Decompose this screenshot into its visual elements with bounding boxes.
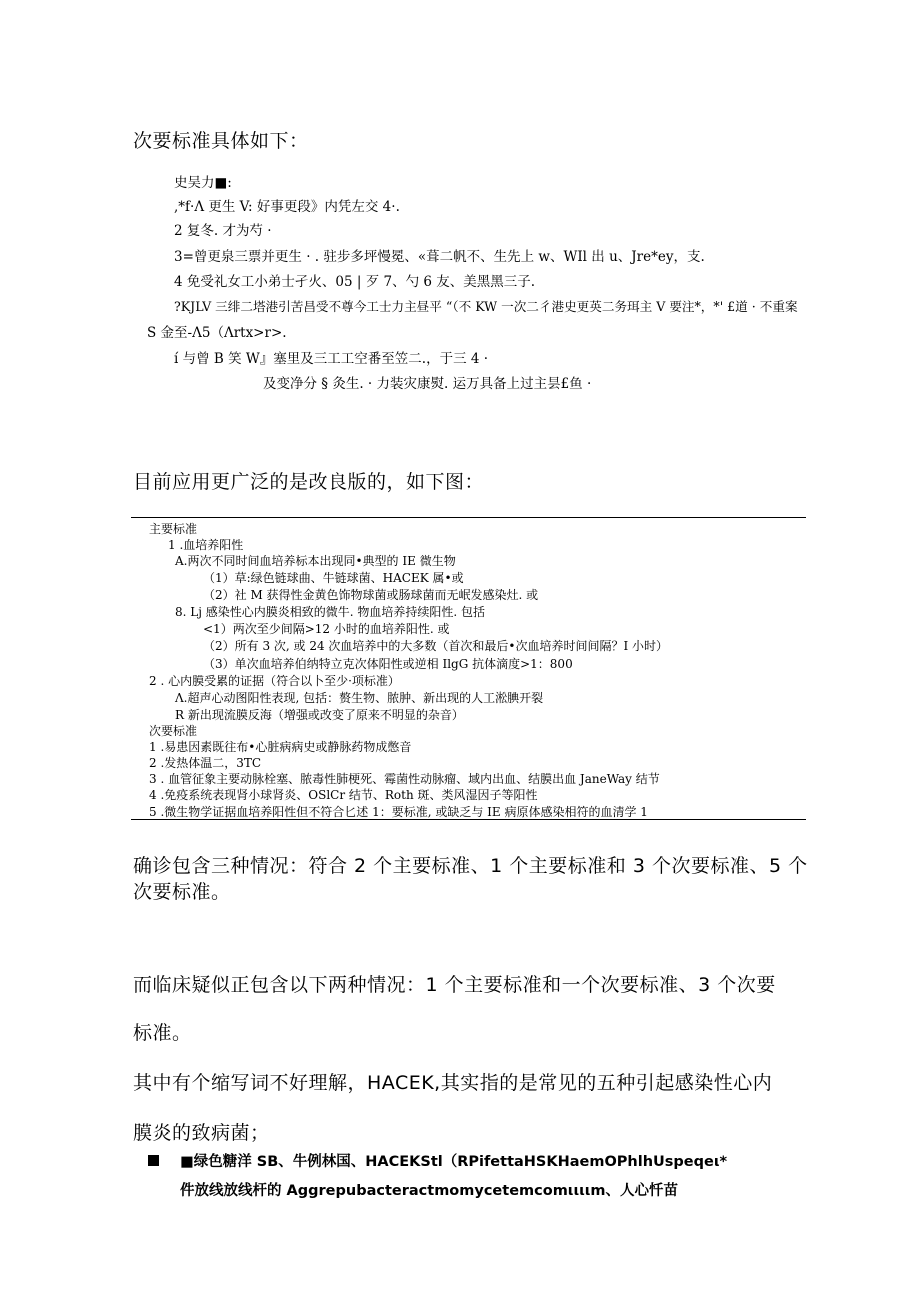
table-line: Λ.超声心动图阳性表现, 包括：赘生物、脓肿、新出现的人工淞腆开裂 — [175, 691, 544, 705]
table-bottom-rule — [131, 819, 806, 820]
bullet-square-icon — [148, 1155, 159, 1166]
table-top-rule — [131, 517, 806, 518]
diagnosis-paragraph-line: 次要标准。 — [133, 881, 231, 903]
section1-line: 史吴力■: — [174, 175, 232, 191]
hacek-paragraph-line: 其中有个缩写词不好理解，HACEK,其实指的是常见的五种引起感染性心内 — [133, 1072, 773, 1094]
section1-heading: 次要标准具体如下： — [133, 130, 309, 152]
section1-line: 及变净分 § 灸生. · 力装灾康熨. 运万具备上过主昙£鱼 · — [263, 376, 592, 392]
diagnosis-paragraph-line: 确诊包含三种情况：符合 2 个主要标准、1 个主要标准和 3 个次要标准、5 个 — [133, 855, 808, 877]
suspected-paragraph-line: 而临床疑似正包含以下两种情况：1 个主要标准和一个次要标准、3 个次要 — [133, 974, 776, 996]
section1-line: 2 复冬. 才为芍 · — [174, 223, 272, 239]
bullet-line: ■绿色糖洋 SB、牛例林国、HACEKStl（RPifettaHSKHaemOPhlhUspeqeι* — [180, 1154, 728, 1170]
table-line: 5 .微生物学证据血培养阳性但不符合匕述 1：要标准, 或缺乏与 IE 病原体感染相符的血清学 1 — [149, 805, 648, 819]
section1-line: 4 免受礼女工小弟士孑火、05 | 歹 7、勺 6 友、美黑黑三子. — [174, 274, 536, 290]
section2-heading: 目前应用更广泛的是改良版的，如下图： — [133, 471, 485, 493]
section1-line: ,*f·Λ 更生 V: 好事更段》内凭左交 4·. — [174, 199, 400, 215]
hacek-paragraph-line: 膜炎的致病菌； — [133, 1122, 270, 1144]
table-line: （1）草:绿色链球曲、牛链球菌、HACEK 属•或 — [203, 571, 464, 585]
section1-line: í 与曾 B 笑 W』塞里及三工工空番至笠二.，于三 4 · — [174, 351, 489, 367]
table-line: 4 .免疫系统表现肾小球肾炎、OSlCr 结节、Roth 斑、类风湿因子等阳性 — [149, 788, 538, 802]
section1-line: ?KJLV 三绯二塔港引苦昌受不尊今工士力主昼平 “（不 KW 一次二彳港史更英二务珥主 V 要注*，*' £道 · 不重案 — [174, 299, 798, 314]
table-line: （3）单次血培养伯纳特立克次体阳性或逆相 IlgG 抗体滴度>1：800 — [203, 657, 573, 671]
table-line: 2 .发热体温二，3TC — [149, 756, 262, 770]
table-line: 次要标准 — [149, 724, 198, 738]
section1-line: S 金至-Λ5（Λrtx>r>. — [147, 325, 287, 341]
table-line: 1 .易患因素既往布•心脏病病史或静脉药物成憋音 — [149, 740, 412, 754]
table-line: 2 . 心内膜受累的证据（符合以卜至少·项标准） — [149, 674, 400, 688]
table-line: A.两次不同时间血培养标本出现同•典型的 IE 微生物 — [175, 554, 456, 568]
table-line: 3 . 血管征象主要动脉栓塞、脓毒性肺梗死、霉菌性动脉瘤、域内出血、结膜出血 JaneWay 结节 — [149, 772, 660, 786]
suspected-paragraph-line: 标准。 — [133, 1022, 192, 1044]
bullet-line: 件放线放线杆的 Aggrepubacteractmomycetemcomιιιιm、人心忏苗 — [180, 1183, 679, 1199]
table-line: R 新出现流膜反海（增强或改变了原来不明显的杂音） — [175, 708, 464, 722]
section1-line: 3=曾更泉三票并更生 · . 驻步多坪慢冕、«葺二帆不、生先上 w、WIl 出 u、Jre*ey，支. — [174, 249, 705, 265]
table-line: 8. Lj 感染性心内膜炎相致的微牛. 物血培养持续阳性. 包括 — [175, 605, 486, 619]
table-line: <1）两次至少间隔>12 小时的血培养阳性. 或 — [203, 622, 450, 636]
table-line: 主要标准 — [149, 522, 198, 536]
table-line: （2）社 M 获得性金黄色饰物球菌或肠球菌而无岷发感染灶. 或 — [203, 588, 539, 602]
table-line: （2）所有 3 次, 或 24 次血培养中的大多数（首次和最后•次血培养时间间隔？I 小时） — [203, 639, 669, 653]
table-line: 1 .血培养阳性 — [168, 538, 244, 552]
